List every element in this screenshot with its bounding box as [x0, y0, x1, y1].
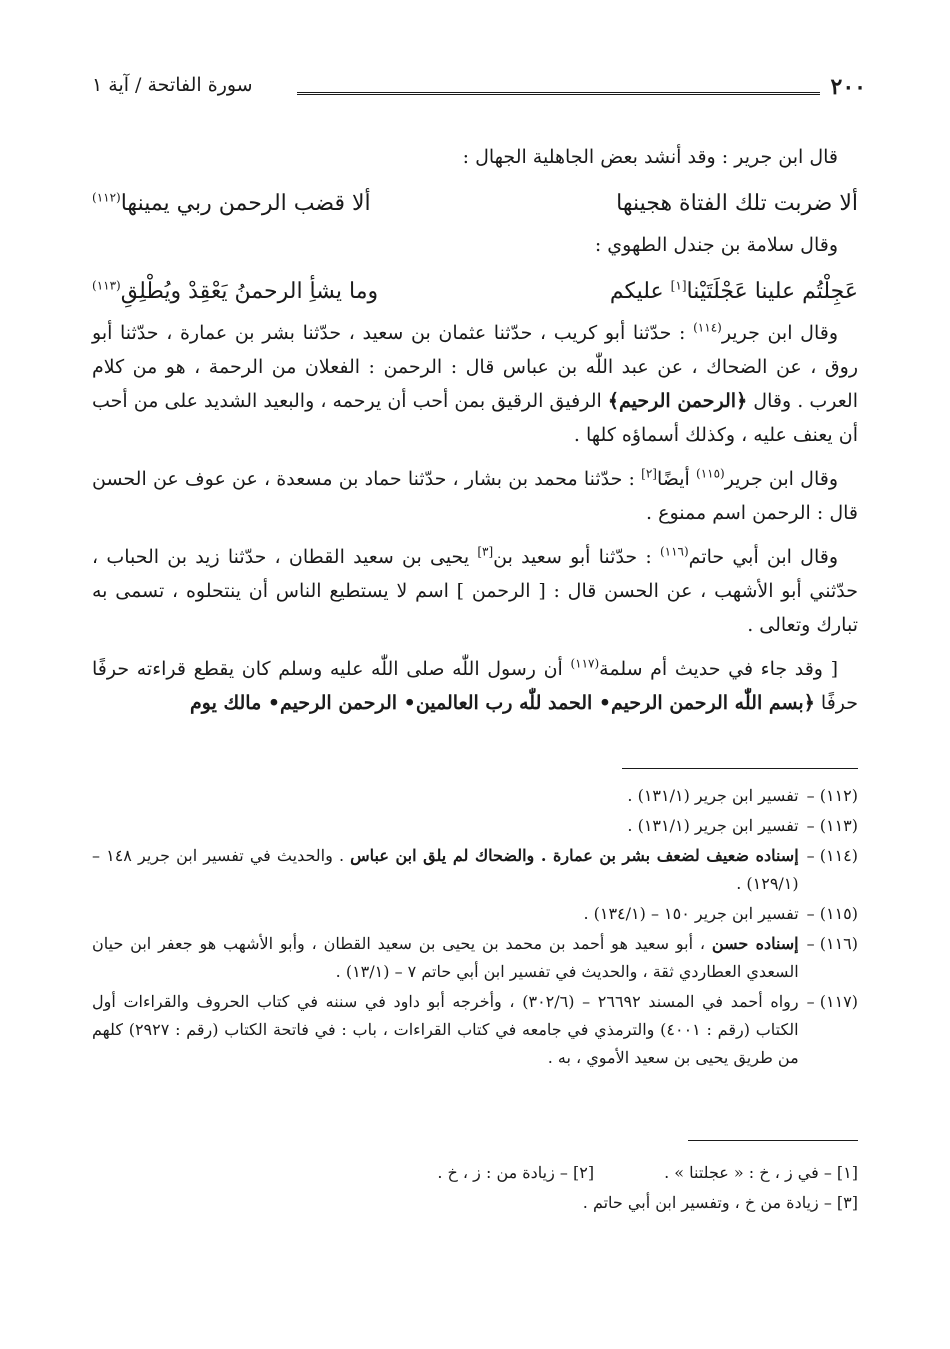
paragraph-ibn-jarir-2: وقال ابن جرير$^{(١١٥)}$ أيضًا[٢] : حدّثنا محمد بن بشار ، حدّثنا حماد بن مسعدة ، عن عوف عن الحسن قال : الرحمن اسم ممنوع . [92, 466, 858, 524]
verse1-second-hemistich: ألا قضب الرحمن ربي يمينها$^{(١١٢)}$ [92, 190, 371, 216]
footnote-marker: (١١٧) [570, 656, 600, 671]
footnote: (١١٢) – تفسير ابن جرير (١٣١/١) . [627, 786, 858, 805]
verse2-first-hemistich: عَجِلْتُم علينا عَجْلَتَيْنا[١] عليكم [609, 278, 858, 304]
page-header [92, 68, 866, 108]
footnote: (١١٥) – تفسير ابن جرير ١٥٠ – (١٣٤/١) . [583, 904, 858, 923]
editor-note-1: [١] – في ز ، خ : « عجلتنا » . [664, 1163, 858, 1182]
footnote: (١١٤) – إسناده ضعيف لضعف بشر بن عمارة . والضحاك لم يلق ابن عباس . والحديث في تفسير ابن جرير ١٤٨ – (١٢٩/١) . [92, 846, 858, 893]
footnote: (١١٧) – رواه أحمد في المسند ٢٦٦٩٢ – (٣٠٢/٦) ، وأخرجه أبو داود في سننه في كتاب الحروف والقراءات أول الكتاب (رقم : ٤٠٠١) والترمذي في جامعه في كتاب القراءات ، باب : في فاتحة الكتاب (رقم : ٢٩٢٧) كلهم من طريق يحيى بن سعيد الأموي ، به . [92, 992, 858, 1067]
paragraph-ibn-abi-hatim: وقال ابن أبي حاتم$^{(١١٦)}$ : حدّثنا أبو سعيد بن[٣] يحيى بن سعيد القطان ، حدّثنا زيد بن الحباب ، حدّثني أبو الأشهب ، عن الحسن قال : [ الرحمن ] اسم لا يستطيع الناس أن ينتحلوه ، تسمى به تبارك وتعالى . [92, 544, 858, 636]
page-number: ٢٠٠ [830, 74, 866, 100]
editor-notes [92, 1158, 858, 1218]
notes-separator [688, 1140, 858, 1141]
editor-note-2: [٢] – زيادة من : ز ، خ . [437, 1163, 595, 1182]
main-text [92, 140, 858, 730]
poem-verse-1 [92, 184, 858, 224]
quran-quote: ﴿بسم اللّٰه الرحمن الرحيم• الحمد للّٰه رب العالمين• الرحمن الرحيم• مالك يوم [190, 692, 815, 714]
footnote: (١١٦) – إسناده حسن ، أبو سعيد هو أحمد بن محمد بن يحيى بن سعيد القطان ، وأبو الأشهب هو جعفر ابن حيان السعدي العطاردي ثقة ، والحديث في تفسير ابن أبي حاتم ٧ – (١٣/١) . [92, 934, 858, 981]
note-marker: [٢] [641, 466, 657, 481]
footnote-marker: (١١٦) [659, 544, 689, 559]
footnote-marker: (١١٢) [92, 190, 121, 205]
paragraph-ibn-jarir-1: وقال ابن جرير$^{(١١٤)}$ : حدّثنا أبو كريب ، حدّثنا عثمان بن سعيد ، حدّثنا بشر بن عمارة ، حدّثنا أبو روق ، عن الضحاك ، عن عبد اللّٰه بن عباس قال : الرحمن : الفعلان من الرحمة ، هو من كلام العرب . وقال ﴿الرحمن الرحيم﴾ الرفيق الرقيق بمن أحب أن يرحمه ، والبعيد الشديد على من أحب أن يعنف عليه ، وكذلك أسماؤه كلها . [92, 320, 858, 446]
surah-title: سورة الفاتحة / آية ١ [92, 74, 253, 96]
footnote-marker: (١١٥) [696, 466, 725, 481]
paragraph-umm-salama: [ وقد جاء في حديث أم سلمة$^{(١١٧)}$ أن رسول اللّٰه صلى اللّٰه عليه وسلم كان يقطع قراءته حرفًا حرفًا ﴿بسم اللّٰه الرحمن الرحيم• الحمد للّٰه رب العالمين• الرحمن الرحيم• مالك يوم [92, 656, 858, 714]
salama-line: وقال سلامة بن جندل الطهوي : [594, 234, 838, 256]
quran-quote: ﴿الرحمن الرحيم﴾ [607, 390, 748, 412]
footnote-marker: (١١٣) [92, 278, 121, 293]
poem-verse-2 [92, 272, 858, 312]
editor-note-3: [٣] – زيادة من خ ، وتفسير ابن أبي حاتم . [582, 1193, 858, 1212]
header-rule [297, 92, 820, 98]
footnotes [92, 782, 858, 1074]
verse1-first-hemistich: ألا ضربت تلك الفتاة هجينها [616, 191, 858, 216]
note-marker: [١] [670, 278, 687, 293]
footnote-separator [622, 768, 858, 769]
note-marker: [٣] [477, 544, 494, 559]
footnote: (١١٣) – تفسير ابن جرير (١٣١/١) . [627, 816, 858, 835]
verse2-second-hemistich: وما يشأِ الرحمنُ يَعْقِدْ ويُطْلِقِ$^{(١١٣)}$ [92, 278, 379, 304]
intro-line: قال ابن جرير : وقد أنشد بعض الجاهلية الجهال : [462, 146, 838, 168]
footnote-marker: (١١٤) [693, 320, 722, 335]
